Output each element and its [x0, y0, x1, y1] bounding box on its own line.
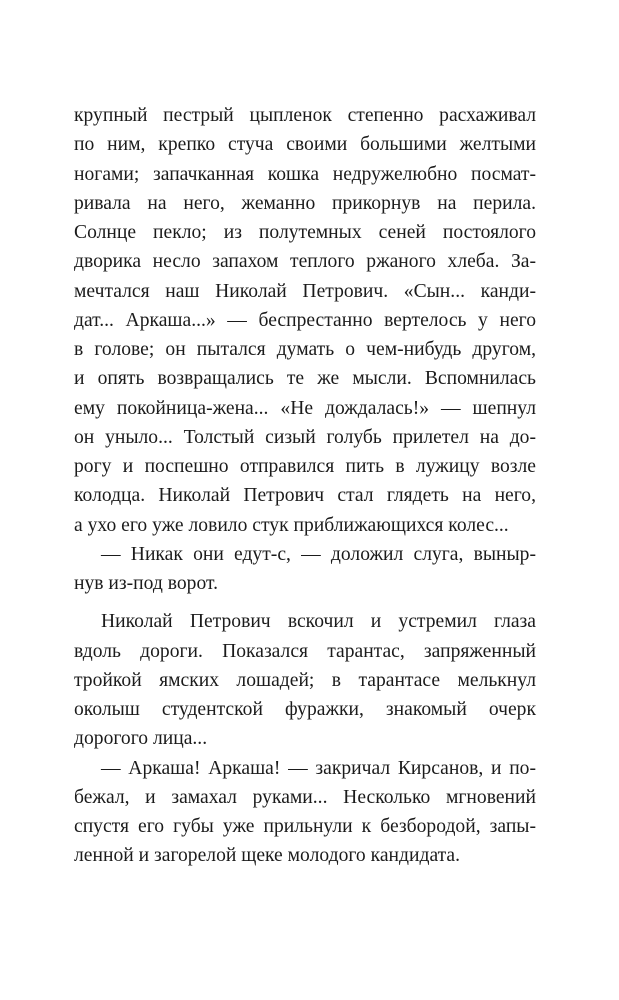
page-text [74, 101, 536, 871]
text-line: — Аркаша! Аркаша! — закричал Кирсанов, и по- [101, 757, 536, 779]
text-line: ривала на него, жеманно прикорнув на перила. [74, 192, 536, 214]
text-line: колодца. Николай Петрович стал глядеть на него, [74, 485, 536, 507]
text-line: ленной и загорелой щеке молодого кандидата. [74, 845, 461, 867]
text-line: в голове; он пытался думать о чем-нибудь другом, [74, 339, 536, 360]
text-line: ногами; запачканная кошка недружелюбно посмат- [74, 163, 536, 185]
text-line: рогу и поспешно отправился пить в лужицу возле [74, 456, 536, 477]
text-line: по ним, крепко стуча своими большими желтыми [74, 134, 536, 156]
text-line: нув из-под ворот. [74, 573, 219, 594]
text-line: дворика несло запахом теплого ржаного хлеба. За- [74, 251, 536, 273]
text-line: дат... Аркаша...» — беспрестанно вертелось у него [74, 309, 536, 331]
text-line: тройкой ямских лошадей; в тарантасе мелькнул [74, 669, 536, 691]
paragraph [74, 754, 536, 871]
paragraph [74, 607, 536, 753]
paragraph [74, 101, 536, 540]
paragraph-gap [74, 598, 536, 607]
text-line: Солнце пекло; из полутемных сеней постоялого [74, 222, 536, 243]
text-line-part: — Никак они едут-с, — доложил слуга, выныр- [101, 543, 536, 565]
text-line [74, 540, 536, 569]
text-line: а ухо его уже ловило стук приближающихся колес... [74, 514, 509, 536]
text-line: Николай Петрович вскочил и устремил глаза [101, 611, 536, 633]
paragraph [74, 540, 536, 599]
text-line: спустя его губы уже прильнули к безбородой, запы- [74, 816, 536, 837]
text-line: вдоль дороги. Показался тарантас, запряженный [74, 640, 536, 662]
text-line: он уныло... Толстый сизый голубь прилетел на до- [74, 426, 536, 448]
text-line: бежал, и замахал руками... Несколько мгновений [74, 786, 536, 808]
text-line: и опять возвращались те же мысли. Вспомнилась [74, 368, 536, 390]
text-line: мечтался наш Николай Петрович. «Сын... канди- [74, 280, 536, 302]
text-line: крупный пестрый цыпленок степенно расхаживал [74, 105, 536, 126]
text-line: дорогого лица... [74, 728, 208, 750]
text-line: околыш студентской фуражки, знакомый очерк [74, 699, 536, 720]
text-line: ему покойница-жена... «Не дождалась!» — шепнул [74, 397, 536, 419]
